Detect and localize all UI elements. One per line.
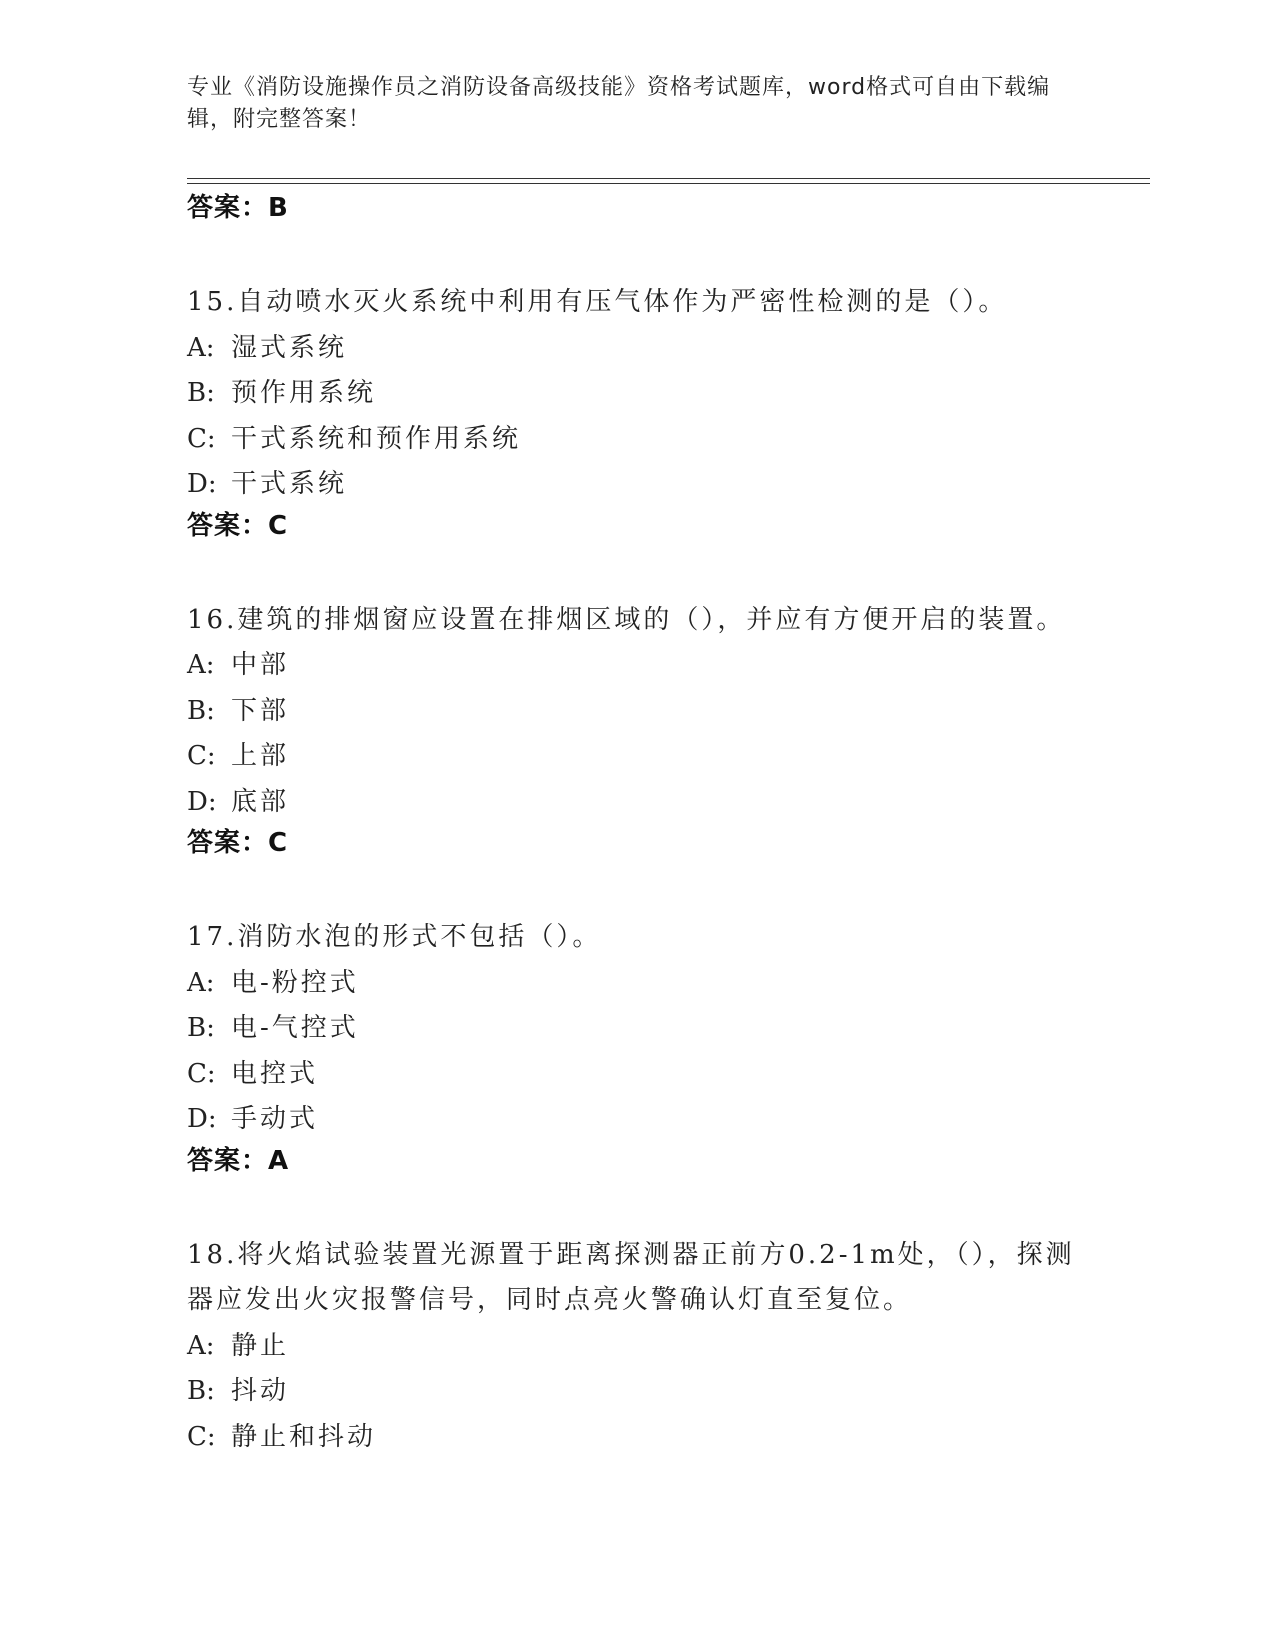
option-a [187,326,1087,372]
option-c [187,734,1087,780]
option-d [187,780,1087,826]
answer-value: C [268,510,289,541]
option-key: C: [187,423,216,454]
option-text: 底部 [231,786,290,817]
answer-label: 答案： [187,1145,269,1176]
answer-label: 答案： [187,193,269,223]
option-d [187,462,1087,508]
question-list [187,190,1087,1460]
option-b [187,1006,1087,1052]
option-text: 电-气控式 [231,1013,359,1043]
option-text: 抖动 [231,1376,290,1406]
question-text: 15.自动喷水灭火系统中利用有压气体作为严密性检测的是（）。 [187,287,1008,317]
option-b [187,689,1087,735]
option-c [187,1415,1087,1461]
option-text: 预作用系统 [231,378,377,408]
option-key: A: [187,1330,215,1361]
question-text: 16.建筑的排烟窗应设置在排烟区域的（），并应有方便开启的装置。 [187,604,1066,635]
question-text: 18.将火焰试验装置光源置于距离探测器正前方0.2-1m处，（），探测器应发出火灾报警信号，同时点亮火警确认灯直至复位。 [187,1239,1075,1315]
answer-line [187,1143,1087,1189]
option-key: A: [187,967,215,998]
header-divider-top [187,178,1150,179]
option-key: C: [187,1058,216,1089]
answer-line [187,190,1087,236]
option-text: 电控式 [231,1058,319,1089]
option-text: 静止和抖动 [231,1421,377,1452]
option-c [187,1052,1087,1098]
option-key: C: [187,741,216,771]
option-c [187,417,1087,463]
option-text: 中部 [231,650,290,680]
option-b [187,371,1087,417]
option-a [187,643,1087,689]
option-key: B: [187,1013,215,1043]
option-text: 干式系统 [231,469,348,499]
question-text: 17.消防水泡的形式不包括（）。 [187,922,602,952]
option-key: A: [187,650,215,680]
option-key: C: [187,1421,216,1452]
option-key: D: [187,786,217,817]
header-divider-bottom [187,183,1150,184]
option-b [187,1369,1087,1415]
answer-line [187,825,1087,871]
option-a [187,961,1087,1007]
option-key: B: [187,1376,215,1406]
option-text: 手动式 [231,1104,319,1134]
option-key: B: [187,378,215,408]
option-key: D: [187,469,217,499]
answer-label: 答案： [187,510,269,541]
option-text: 干式系统和预作用系统 [231,423,522,454]
option-a [187,1324,1087,1370]
option-key: B: [187,695,215,726]
option-text: 上部 [231,741,290,771]
option-text: 下部 [231,695,290,726]
answer-value: B [268,193,289,223]
answer-label: 答案： [187,828,269,858]
answer-line [187,508,1087,554]
document-header: 专业《消防设施操作员之消防设备高级技能》资格考试题库，word格式可自由下载编辑，附完整答案！ [187,75,1051,132]
option-key: D: [187,1104,217,1134]
answer-value: C [268,828,289,858]
option-d [187,1097,1087,1143]
option-key: A: [187,332,215,363]
option-text: 电-粉控式 [231,967,359,998]
option-text: 湿式系统 [231,332,348,363]
answer-value: A [268,1145,290,1176]
option-text: 静止 [231,1330,290,1361]
